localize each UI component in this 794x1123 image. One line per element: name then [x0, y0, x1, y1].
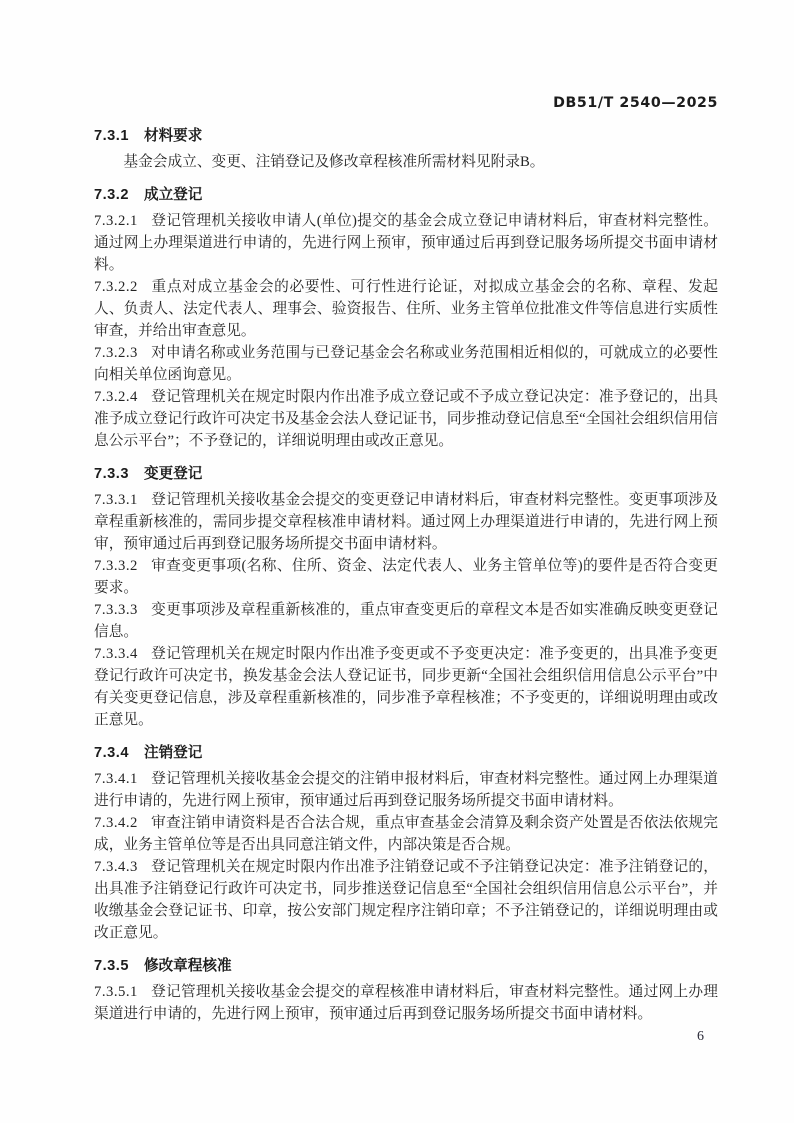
clause-7-3-4-2 [94, 812, 718, 856]
clause-7-3-3-2 [94, 555, 718, 599]
section-number: 7.3.2 [94, 187, 129, 203]
clause-number: 7.3.2.3 [94, 345, 138, 361]
clause-text: 对申请名称或业务范围与已登记基金会名称或业务范围相近相似的，可就成立的必要性向相关单位函询意见。 [94, 345, 718, 383]
clause-7-3-2-3 [94, 342, 718, 386]
clause-7-3-3-3 [94, 599, 718, 643]
clause-number: 7.3.4.3 [94, 859, 138, 875]
clause-7-3-4-3 [94, 856, 718, 944]
section-number: 7.3.3 [94, 466, 129, 482]
clause-number: 7.3.2.1 [94, 213, 138, 229]
clause-7-3-3-4 [94, 643, 718, 731]
clause-7-3-1-body [94, 151, 718, 173]
page-number: 6 [697, 1029, 704, 1044]
section-heading-7-3-4 [94, 742, 718, 764]
clause-number: 7.3.3.3 [94, 602, 138, 618]
section-number: 7.3.1 [94, 128, 129, 144]
clause-text: 审查注销申请资料是否合法合规，重点审查基金会清算及剩余资产处置是否依法依规完成，业务主管单位等是否出具同意注销文件，内部决策是否合规。 [94, 815, 718, 853]
clause-number: 7.3.3.4 [94, 646, 138, 662]
clause-number: 7.3.2.4 [94, 389, 138, 405]
clause-7-3-3-1 [94, 489, 718, 555]
clause-text: 登记管理机关在规定时限内作出准予变更或不予变更决定：准予变更的，出具准予变更登记行政许可决定书，换发基金会法人登记证书，同步更新“全国社会组织信用信息公示平台”中有关变更登记信息，涉及章程重新核准的，同步准予章程核准；不予变更的，详细说明理由或改正意见。 [94, 646, 718, 728]
section-title: 材料要求 [143, 128, 203, 144]
section-title: 成立登记 [143, 187, 203, 203]
section-number: 7.3.5 [94, 958, 129, 974]
section-title: 修改章程核准 [143, 958, 232, 974]
clause-7-3-2-2 [94, 276, 718, 342]
page-content [94, 92, 718, 1025]
clause-number: 7.3.3.1 [94, 492, 138, 508]
clause-text: 登记管理机关接收基金会提交的变更登记申请材料后，审查材料完整性。变更事项涉及章程重新核准的，需同步提交章程核准申请材料。通过网上办理渠道进行申请的，先进行网上预审，预审通过后再到登记服务场所提交书面申请材料。 [94, 492, 718, 552]
section-number: 7.3.4 [94, 745, 129, 761]
clause-number: 7.3.2.2 [94, 279, 138, 295]
clause-text: 基金会成立、变更、注销登记及修改章程核准所需材料见附录B。 [123, 154, 545, 170]
clause-text: 重点对成立基金会的必要性、可行性进行论证，对拟成立基金会的名称、章程、发起人、负责人、法定代表人、理事会、验资报告、住所、业务主管单位批准文件等信息进行实质性审查，并给出审查意见。 [94, 279, 718, 339]
clause-text: 登记管理机关接收基金会提交的章程核准申请材料后，审查材料完整性。通过网上办理渠道进行申请的，先进行网上预审，预审通过后再到登记服务场所提交书面申请材料。 [94, 984, 718, 1022]
clause-7-3-5-1 [94, 981, 718, 1025]
clause-text: 登记管理机关接收申请人(单位)提交的基金会成立登记申请材料后，审查材料完整性。通过网上办理渠道进行申请的，先进行网上预审，预审通过后再到登记服务场所提交书面申请材料。 [94, 213, 718, 273]
clause-number: 7.3.4.1 [94, 771, 138, 787]
section-title: 注销登记 [143, 745, 203, 761]
standard-number-header: DB51/T 2540—2025 [553, 95, 718, 111]
clause-7-3-2-1 [94, 210, 718, 276]
section-heading-7-3-5 [94, 955, 718, 977]
clause-text: 变更事项涉及章程重新核准的，重点审查变更后的章程文本是否如实准确反映变更登记信息。 [94, 602, 718, 640]
clause-number: 7.3.5.1 [94, 984, 138, 1000]
clause-text: 登记管理机关在规定时限内作出准予注销登记或不予注销登记决定：准予注销登记的，出具准予注销登记行政许可决定书，同步推送登记信息至“全国社会组织信用信息公示平台”，并收缴基金会登记证书、印章，按公安部门规定程序注销印章；不予注销登记的，详细说明理由或改正意见。 [94, 859, 718, 941]
clause-7-3-4-1 [94, 768, 718, 812]
section-heading-7-3-3 [94, 463, 718, 485]
clause-number: 7.3.3.2 [94, 558, 138, 574]
clause-text: 审查变更事项(名称、住所、资金、法定代表人、业务主管单位等)的要件是否符合变更要求。 [94, 558, 718, 596]
section-heading-7-3-1 [94, 125, 718, 147]
clause-7-3-2-4 [94, 386, 718, 452]
clause-number: 7.3.4.2 [94, 815, 138, 831]
section-heading-7-3-2 [94, 184, 718, 206]
clause-text: 登记管理机关接收基金会提交的注销申报材料后，审查材料完整性。通过网上办理渠道进行申请的，先进行网上预审，预审通过后再到登记服务场所提交书面申请材料。 [94, 771, 718, 809]
section-title: 变更登记 [143, 466, 203, 482]
clause-text: 登记管理机关在规定时限内作出准予成立登记或不予成立登记决定：准予登记的，出具准予成立登记行政许可决定书及基金会法人登记证书，同步推动登记信息至“全国社会组织信用信息公示平台”；不予登记的，详细说明理由或改正意见。 [94, 389, 718, 449]
